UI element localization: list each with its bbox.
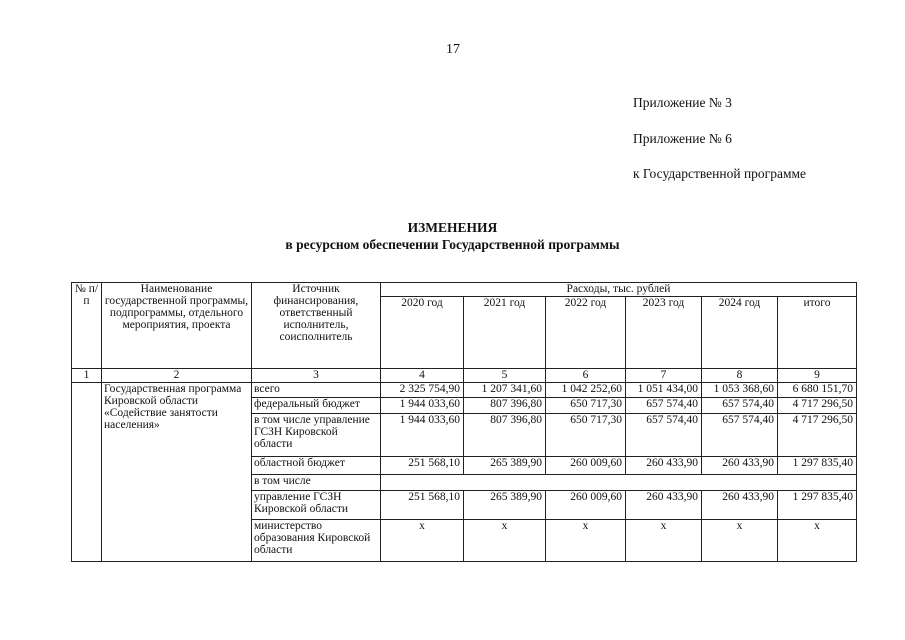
column-number: 8 [702,369,778,383]
column-number: 4 [381,369,464,383]
appendix-line-2: Приложение № 6 [633,131,732,146]
value-cell: x [546,520,626,562]
source-cell: в том числе [252,475,381,491]
value-cell: 1 053 368,60 [702,383,778,398]
value-cell: 807 396,80 [464,398,546,414]
source-cell: министерство образования Кировской области [252,520,381,562]
value-cell: 260 433,90 [626,491,702,520]
header-year-2022: 2022 год [546,297,626,369]
appendix-line-1: Приложение № 3 [633,95,732,110]
header-year-2024: 2024 год [702,297,778,369]
value-cell: 251 568,10 [381,491,464,520]
header-name: Наименование государственной программы, подпрограммы, отдельного мероприятия, проекта [102,283,252,369]
empty-values-cell [381,475,857,491]
value-cell: 657 574,40 [626,414,702,457]
value-cell: 260 433,90 [702,457,778,475]
value-cell: 4 717 296,50 [778,398,857,414]
header-year-2020: 2020 год [381,297,464,369]
appendix-line-3: к Государственной программе [633,166,807,181]
column-number: 9 [778,369,857,383]
value-cell: 251 568,10 [381,457,464,475]
source-cell: управление ГСЗН Кировской области [252,491,381,520]
value-cell: 4 717 296,50 [778,414,857,457]
value-cell: 6 680 151,70 [778,383,857,398]
value-cell: 650 717,30 [546,398,626,414]
header-total: итого [778,297,857,369]
header-source: Источник финансирования, ответственный исполнитель, соисполнитель [252,283,381,369]
column-number: 7 [626,369,702,383]
column-number: 5 [464,369,546,383]
value-cell: 2 325 754,90 [381,383,464,398]
value-cell: 650 717,30 [546,414,626,457]
header-num: № п/п [72,283,102,369]
value-cell: 657 574,40 [702,414,778,457]
value-cell: 260 433,90 [702,491,778,520]
value-cell: 657 574,40 [626,398,702,414]
value-cell: 1 944 033,60 [381,414,464,457]
source-cell: федеральный бюджет [252,398,381,414]
column-number: 2 [102,369,252,383]
source-cell: в том числе управление ГСЗН Кировской области [252,414,381,457]
source-cell: всего [252,383,381,398]
row-num-cell [72,383,102,562]
column-number: 1 [72,369,102,383]
program-name: Государственная программа Кировской области «Содействие занятости населения» [102,383,252,562]
value-cell: x [381,520,464,562]
column-number: 6 [546,369,626,383]
document-subtitle: в ресурсном обеспечении Государственной программы [285,237,620,252]
source-cell: областной бюджет [252,457,381,475]
value-cell: 1 944 033,60 [381,398,464,414]
value-cell: 1 207 341,60 [464,383,546,398]
value-cell: 260 009,60 [546,457,626,475]
value-cell: 260 433,90 [626,457,702,475]
table-row [72,383,857,398]
value-cell: 1 051 434,00 [626,383,702,398]
value-cell: 1 297 835,40 [778,457,857,475]
value-cell: 265 389,90 [464,491,546,520]
header-year-2023: 2023 год [626,297,702,369]
header-year-2021: 2021 год [464,297,546,369]
value-cell: 657 574,40 [702,398,778,414]
value-cell: x [464,520,546,562]
document-title: ИЗМЕНЕНИЯ [407,220,498,235]
value-cell: 1 042 252,60 [546,383,626,398]
value-cell: x [778,520,857,562]
page-number: 17 [446,42,460,57]
header-expenses: Расходы, тыс. рублей [381,283,857,297]
column-number: 3 [252,369,381,383]
resource-table [71,282,857,562]
value-cell: 260 009,60 [546,491,626,520]
value-cell: 265 389,90 [464,457,546,475]
value-cell: 1 297 835,40 [778,491,857,520]
value-cell: 807 396,80 [464,414,546,457]
value-cell: x [626,520,702,562]
value-cell: x [702,520,778,562]
